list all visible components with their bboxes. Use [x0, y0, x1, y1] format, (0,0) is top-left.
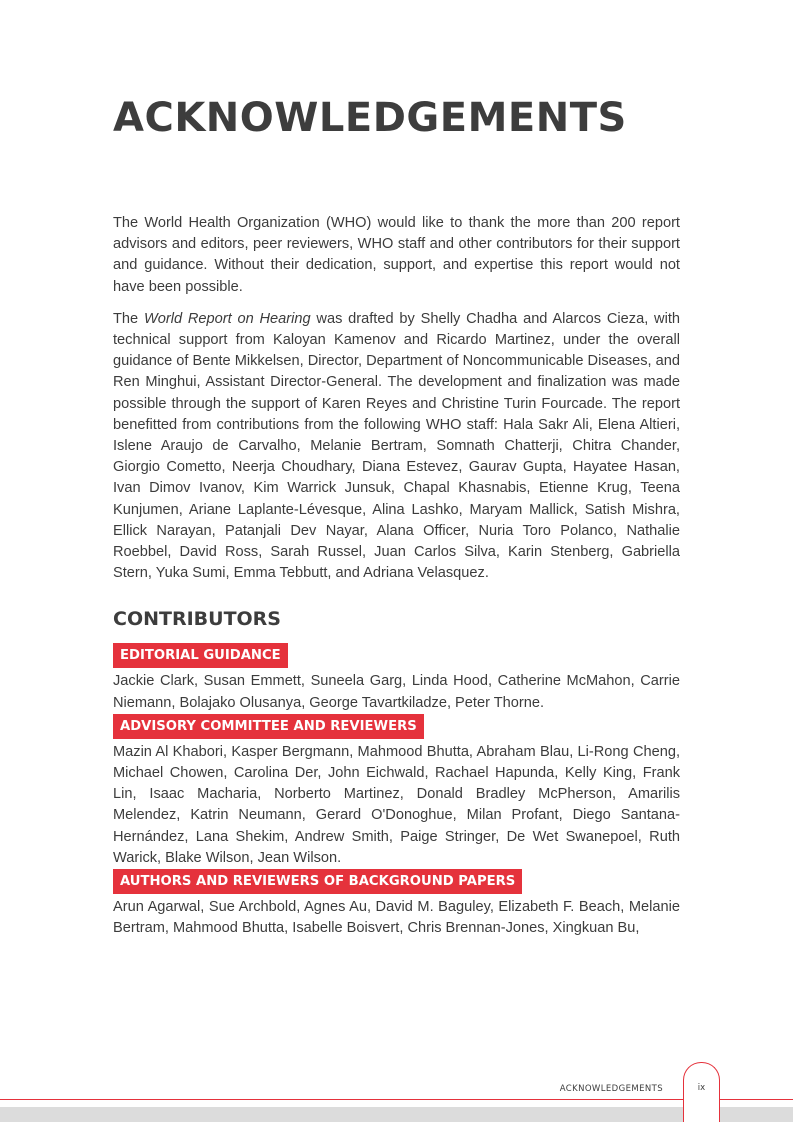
footer-band — [0, 1107, 793, 1122]
drafting-prefix: The — [113, 310, 144, 327]
footer-section-label: ACKNOWLEDGEMENTS — [559, 1084, 663, 1094]
section-label: ADVISORY COMMITTEE AND REVIEWERS — [113, 714, 424, 739]
section-background-papers — [113, 869, 680, 939]
page-title: ACKNOWLEDGEMENTS — [113, 95, 627, 141]
section-label: EDITORIAL GUIDANCE — [113, 643, 288, 668]
section-editorial-guidance — [113, 643, 680, 713]
footer-divider — [0, 1099, 793, 1100]
section-label: AUTHORS AND REVIEWERS OF BACKGROUND PAPERS — [113, 869, 522, 894]
section-names: Arun Agarwal, Sue Archbold, Agnes Au, David M. Baguley, Elizabeth F. Beach, Melanie Bertram, Mahmood Bhutta, Isabelle Boisvert, Chris Brennan-Jones, Xingkuan Bu, — [113, 899, 680, 937]
intro-paragraph: The World Health Organization (WHO) would like to thank the more than 200 report advisors and editors, peer reviewers, WHO staff and other contributors for their support and guidance. Without their dedication, support, and expertise this report would not have been possible. — [113, 215, 680, 295]
drafting-paragraph — [113, 309, 680, 585]
contributors-heading: CONTRIBUTORS — [113, 608, 281, 631]
section-names: Mazin Al Khabori, Kasper Bergmann, Mahmood Bhutta, Abraham Blau, Li-Rong Cheng, Michael Chowen, Carolina Der, John Eichwald, Rachael Hapunda, Kelly King, Frank Lin, Isaac Macharia, Norberto Martinez, Donald Bradley McPherson, Amarilis Melendez, Katrin Neumann, Gerard O'Donoghue, Milan Profant, Diego Santana-Hernández, Lana Shekim, Andrew Smith, Paige Stringer, De Wet Swanepoel, Ruth Warick, Blake Wilson, Jean Wilson. — [113, 743, 680, 866]
section-advisory-committee — [113, 714, 680, 869]
drafting-body: was drafted by Shelly Chadha and Alarcos Cieza, with technical support from Kaloyan Kamenov and Ricardo Martinez, under the overall guidance of Bente Mikkelsen, Director, Department of Noncommunicable Diseases, and Ren Minghui, Assistant Director-General. The development and finalization was made possible through the support of Karen Reyes and Christine Turin Fourcade. The report benefitted from contributions from the following WHO staff: Hala Sakr Ali, Elena Altieri, Islene Araujo de Carvalho, Melanie Bertram, Somnath Chatterji, Chitra Chander, Giorgio Cometto, Neerja Choudhary, Diana Estevez, Gaurav Gupta, Hayatee Hasan, Ivan Dimov Ivanov, Kim Warrick Junsuk, Chapal Khasnabis, Etienne Krug, Teena Kunjumen, Ariane Laplante-Lévesque, Alina Lashko, Maryam Mallick, Satish Mishra, Ellick Narayan, Patanjali Dev Nayar, Alana Officer, Nuria Toro Polanco, Nathalie Roebbel, David Ross, Sarah Russel, Juan Carlos Silva, Karin Stenberg, Gabriella Stern, Yuka Sumi, Emma Tebbutt, and Adriana Velasquez. — [113, 310, 681, 582]
report-title: World Report on Hearing — [143, 310, 311, 327]
section-names: Jackie Clark, Susan Emmett, Suneela Garg, Linda Hood, Catherine McMahon, Carrie Niemann, Bolajako Olusanya, George Tavartkiladze, Peter Thorne. — [113, 673, 680, 711]
page-content — [113, 213, 680, 939]
page-number: ix — [697, 1083, 706, 1093]
